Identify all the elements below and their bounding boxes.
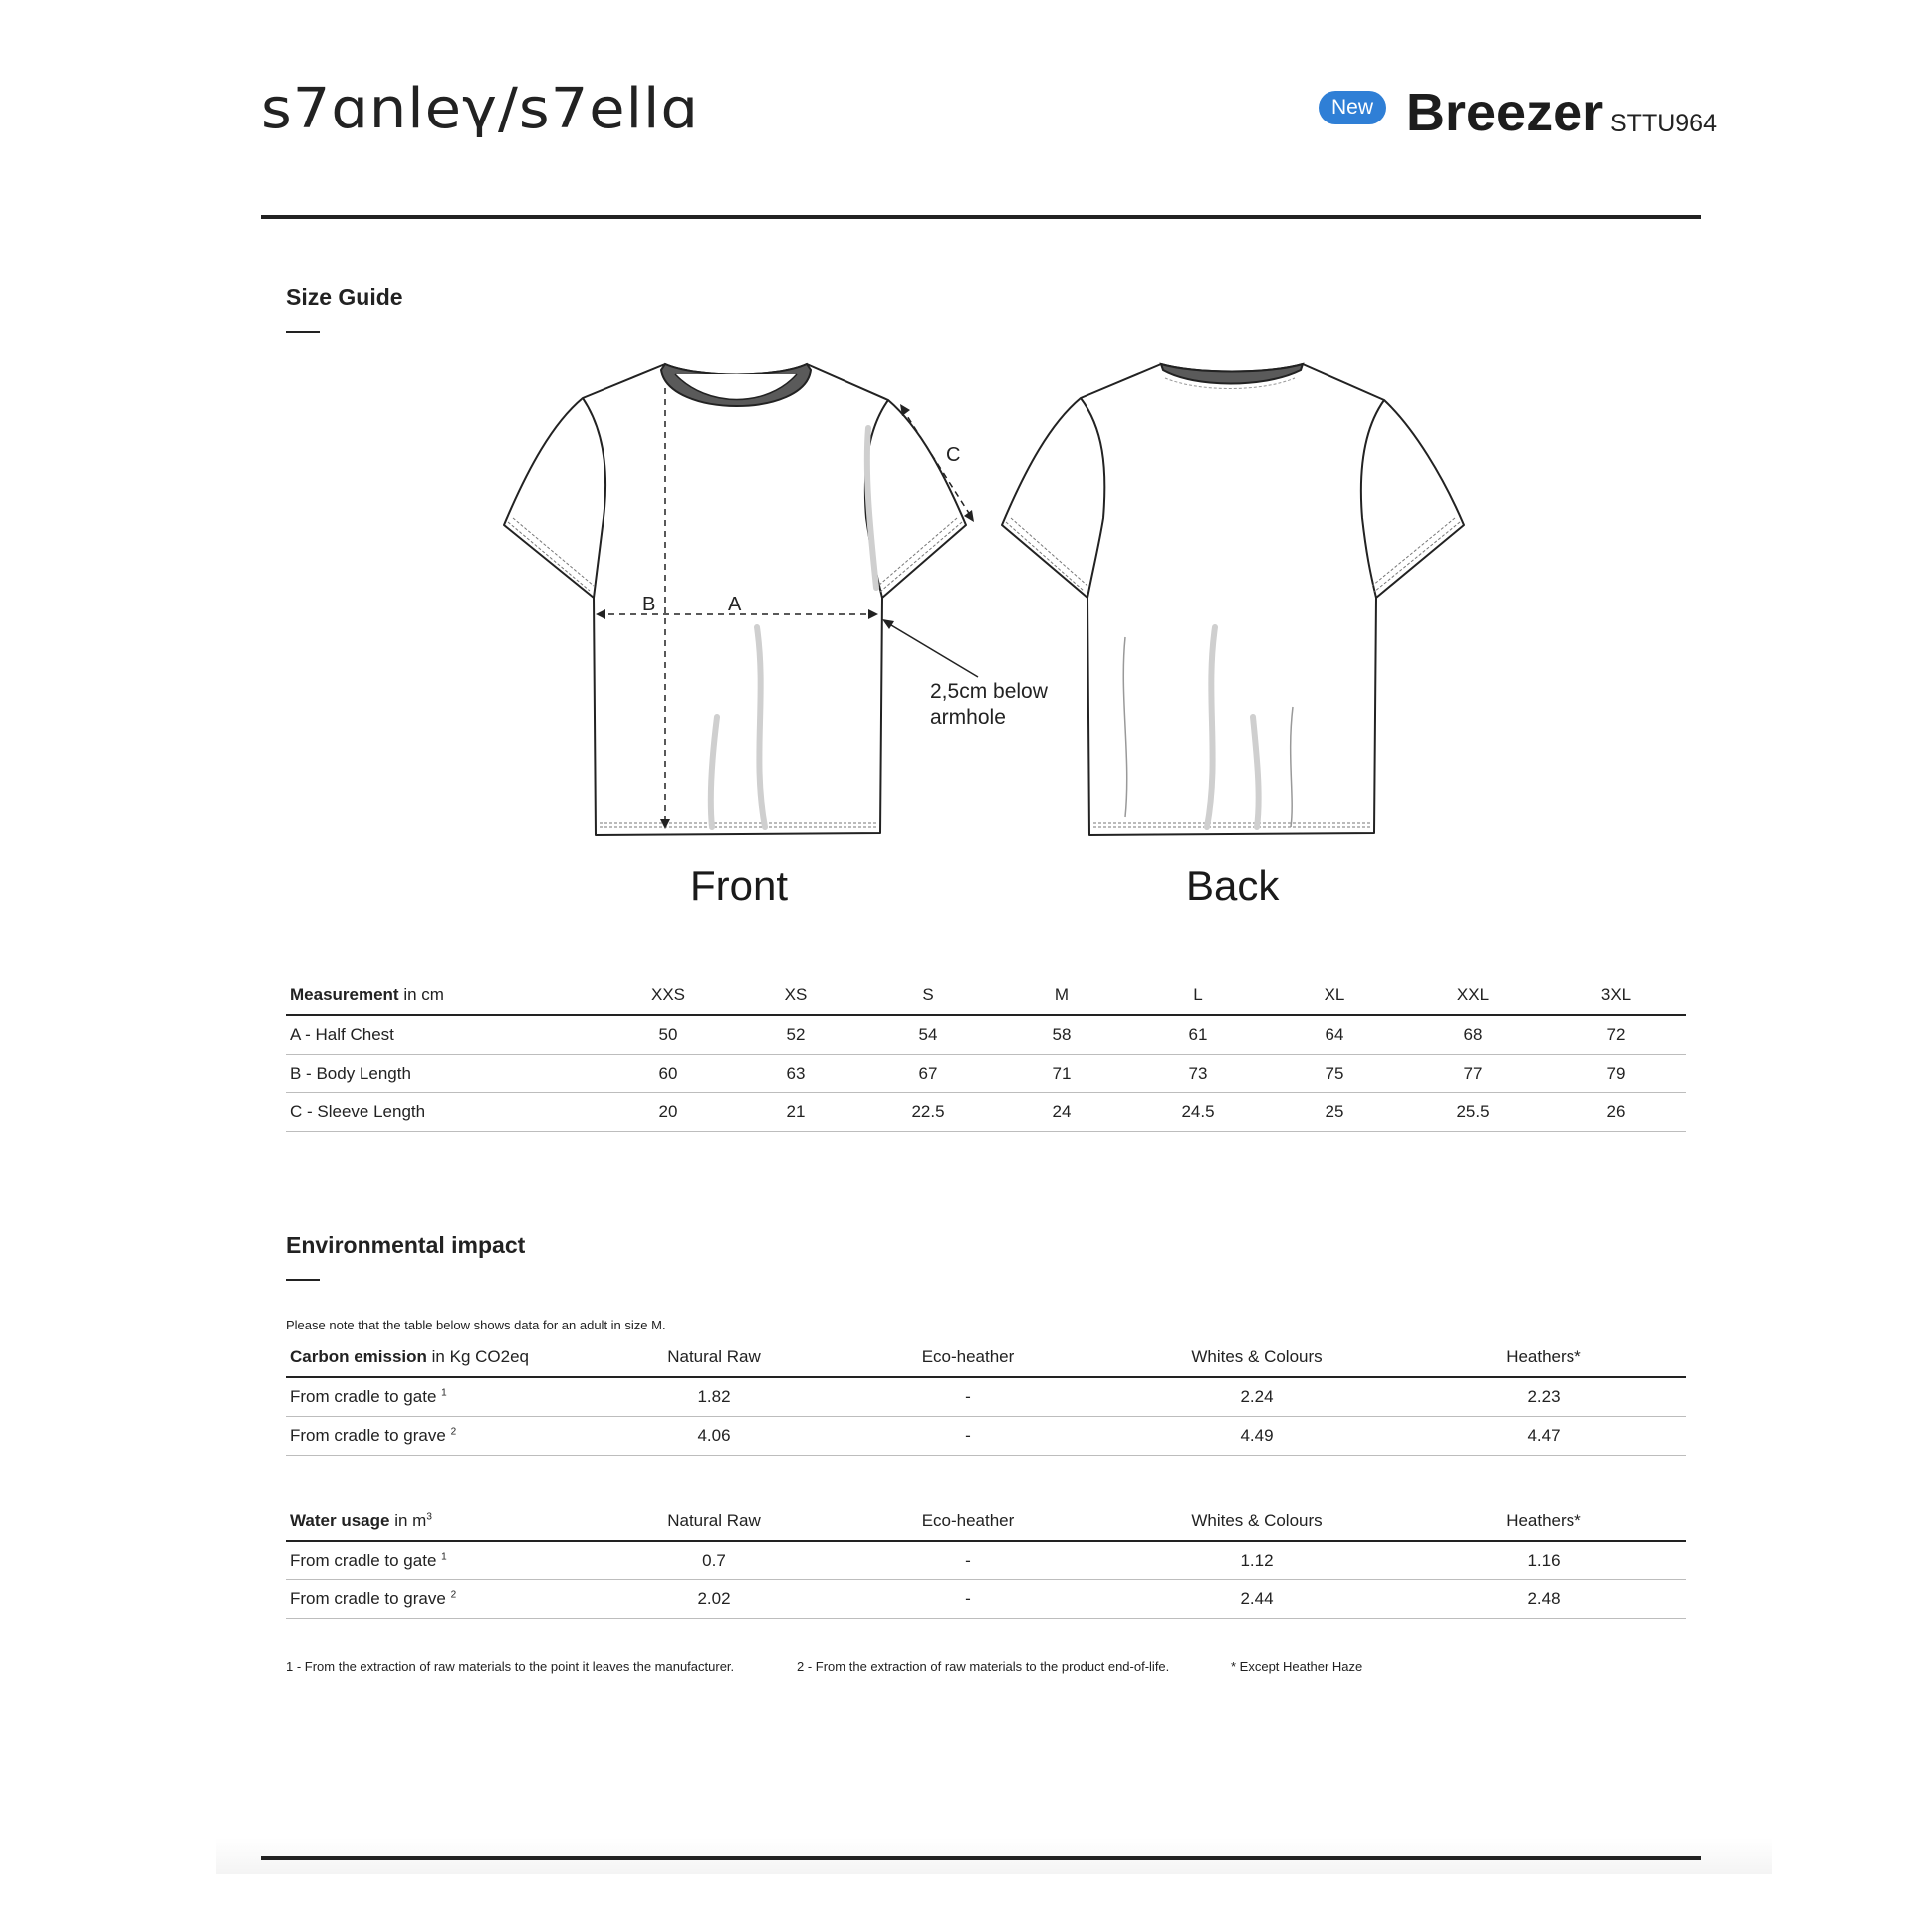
back-label: Back [1186,862,1280,909]
cell: 1.16 [1401,1541,1686,1580]
size-col-m: M [997,976,1126,1015]
product-code: STTU964 [1610,110,1717,137]
header-divider [261,215,1701,219]
col-natural-raw: Natural Raw [604,1502,824,1541]
water-header: Water usage in $m^3$ [286,1502,604,1541]
stanley-stella-logo [261,78,709,137]
cell: 52 [732,1015,859,1055]
col-heathers: Heathers* [1401,1502,1686,1541]
cell: 2.48 [1401,1580,1686,1619]
footnote-2: 2 - From the extraction of raw materials to the product end-of-life. [797,1659,1170,1674]
environmental-note: Please note that the table below shows data for an adult in size M. [286,1318,666,1332]
armhole-note-line2: armhole [930,706,1006,729]
size-guide-underline [286,331,320,333]
table-row [286,1541,1686,1580]
measurement-header-row [286,976,1686,1015]
cell: 24 [997,1093,1126,1132]
col-heathers: Heathers* [1401,1338,1686,1377]
table-row [286,1015,1686,1055]
row-label: From cradle to gate $^1$ [286,1541,604,1580]
environmental-title: Environmental impact [286,1232,526,1258]
cell: 4.49 [1112,1417,1401,1456]
cell: 77 [1399,1055,1547,1093]
cell: 22.5 [859,1093,997,1132]
new-badge: New [1319,91,1386,124]
label-a: A [728,594,742,615]
table-row [286,1417,1686,1456]
col-eco-heather: Eco-heather [824,1502,1112,1541]
col-whites-colours: Whites & Colours [1112,1502,1401,1541]
cell: 26 [1547,1093,1686,1132]
row-label: From cradle to grave $^2$ [286,1417,604,1456]
armhole-note-line1: 2,5cm below [930,680,1048,703]
cell: 71 [997,1055,1126,1093]
table-row [286,1055,1686,1093]
footnote-3: * Except Heather Haze [1231,1659,1363,1674]
brand-logo [261,78,709,151]
cell: 2.02 [604,1580,824,1619]
cell: 1.82 [604,1377,824,1417]
cell: - [824,1541,1112,1580]
row-label: From cradle to grave $^2$ [286,1580,604,1619]
svg-text:ѕ7ɑnleγ/ѕ7ellɑ: ѕ7ɑnleγ/ѕ7ellɑ [261,78,699,137]
water-table [286,1502,1686,1619]
measurement-header: Measurement in cm [286,976,604,1015]
cell: - [824,1417,1112,1456]
table-row [286,1093,1686,1132]
size-col-xs: XS [732,976,859,1015]
cell: 64 [1270,1015,1399,1055]
front-label: Front [690,862,789,909]
size-col-s: S [859,976,997,1015]
row-label: C - Sleeve Length [286,1093,604,1132]
cell: - [824,1377,1112,1417]
cell: - [824,1580,1112,1619]
cell: 79 [1547,1055,1686,1093]
cell: 67 [859,1055,997,1093]
size-col-l: L [1126,976,1270,1015]
size-guide-title: Size Guide [286,284,403,310]
cell: 61 [1126,1015,1270,1055]
environmental-underline [286,1279,320,1281]
cell: 4.47 [1401,1417,1686,1456]
row-label: A - Half Chest [286,1015,604,1055]
product-name: Breezer [1406,83,1604,142]
cell: 2.24 [1112,1377,1401,1417]
cell: 75 [1270,1055,1399,1093]
size-col-xxl: XXL [1399,976,1547,1015]
footnote-1: 1 - From the extraction of raw materials to the point it leaves the manufacturer. [286,1659,735,1674]
col-eco-heather: Eco-heather [824,1338,1112,1377]
carbon-header-row [286,1338,1686,1377]
table-row [286,1377,1686,1417]
footer-divider [261,1856,1701,1860]
cell: 20 [604,1093,732,1132]
cell: 4.06 [604,1417,824,1456]
col-whites-colours: Whites & Colours [1112,1338,1401,1377]
table-row [286,1580,1686,1619]
cell: 63 [732,1055,859,1093]
row-label: B - Body Length [286,1055,604,1093]
back-tshirt-diagram [996,349,1474,846]
cell: 25.5 [1399,1093,1547,1132]
cell: 72 [1547,1015,1686,1055]
water-header-row [286,1502,1686,1541]
label-b: B [642,594,656,615]
cell: 2.44 [1112,1580,1401,1619]
cell: 1.12 [1112,1541,1401,1580]
cell: 25 [1270,1093,1399,1132]
label-c: C [946,444,961,466]
cell: 21 [732,1093,859,1132]
cell: 24.5 [1126,1093,1270,1132]
cell: 0.7 [604,1541,824,1580]
carbon-table [286,1338,1686,1456]
cell: 2.23 [1401,1377,1686,1417]
size-col-xxs: XXS [604,976,732,1015]
cell: 68 [1399,1015,1547,1055]
front-tshirt-diagram [478,349,996,846]
measurement-table [286,976,1686,1132]
row-label: From cradle to gate $^1$ [286,1377,604,1417]
cell: 50 [604,1015,732,1055]
size-col-3xl: 3XL [1547,976,1686,1015]
cell: 60 [604,1055,732,1093]
carbon-header: Carbon emission in Kg CO2eq [286,1338,604,1377]
cell: 54 [859,1015,997,1055]
col-natural-raw: Natural Raw [604,1338,824,1377]
size-col-xl: XL [1270,976,1399,1015]
cell: 58 [997,1015,1126,1055]
cell: 73 [1126,1055,1270,1093]
